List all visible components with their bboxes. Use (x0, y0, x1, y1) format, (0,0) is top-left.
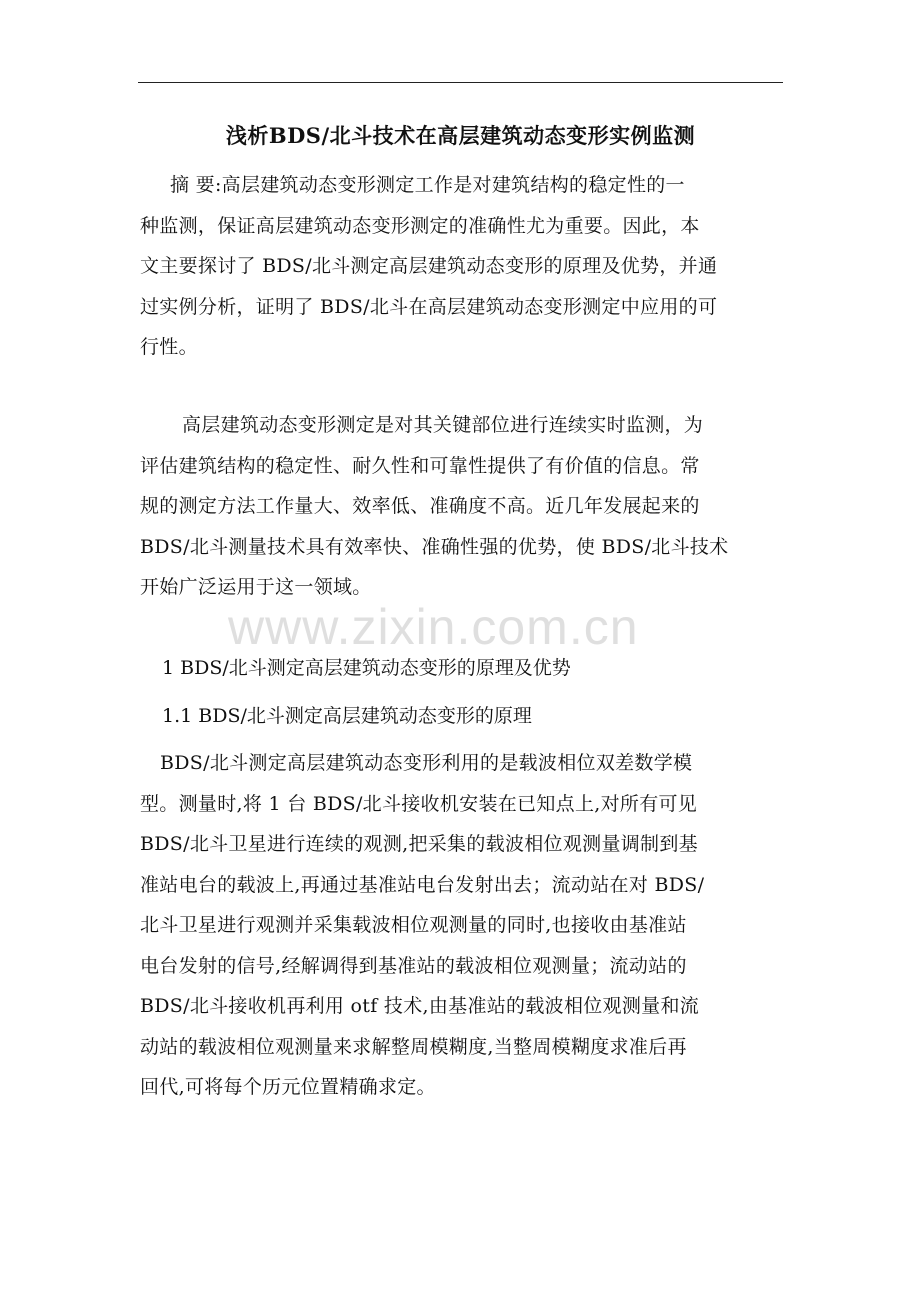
section-1-1-heading: 1.1 BDS/北斗测定高层建筑动态变形的原理 (162, 705, 532, 727)
body-line: 电台发射的信号,经解调得到基准站的载波相位观测量；流动站的 (140, 954, 687, 977)
body-line: BDS/北斗接收机再利用 otf 技术,由基准站的载波相位观测量和流 (140, 995, 700, 1017)
body-line: 回代,可将每个历元位置精确求定。 (140, 1076, 436, 1098)
abstract-line: 文主要探讨了 BDS/北斗测定高层建筑动态变形的原理及优势，并通 (140, 255, 718, 277)
body-line: 北斗卫星进行观测并采集载波相位观测量的同时,也接收由基准站 (140, 914, 687, 936)
intro-line: 高层建筑动态变形测定是对其关键部位进行连续实时监测，为 (182, 414, 704, 436)
abstract-line: 摘 要:高层建筑动态变形测定工作是对建筑结构的稳定性的一 (170, 174, 685, 196)
body-line: BDS/北斗卫星进行连续的观测,把采集的载波相位观测量调制到基 (140, 833, 698, 855)
intro-line: 评估建筑结构的稳定性、耐久性和可靠性提供了有价值的信息。常 (140, 454, 700, 477)
body-line: 动站的载波相位观测量来求解整周模糊度,当整周模糊度求准后再 (140, 1035, 687, 1058)
body-paragraph (140, 743, 780, 1108)
body-line: BDS/北斗测定高层建筑动态变形利用的是载波相位双差数学模 (160, 752, 693, 774)
section-1-heading: 1 BDS/北斗测定高层建筑动态变形的原理及优势 (162, 657, 571, 679)
body-line: 准站电台的载波上,再通过基准站电台发射出去；流动站在对 BDS/ (140, 873, 705, 896)
document-title: 浅析BDS/北斗技术在高层建筑动态变形实例监测 (225, 123, 696, 148)
intro-paragraph (140, 405, 780, 608)
abstract-line: 行性。 (140, 336, 198, 358)
abstract-line: 种监测，保证高层建筑动态变形测定的准确性尤为重要。因此，本 (140, 214, 700, 237)
body-line: 型。测量时,将 1 台 BDS/北斗接收机安装在已知点上,对所有可见 (140, 792, 698, 815)
intro-line: 开始广泛运用于这一领域。 (140, 576, 372, 598)
abstract-paragraph (140, 165, 780, 368)
abstract-line: 过实例分析，证明了 BDS/北斗在高层建筑动态变形测定中应用的可 (140, 295, 718, 318)
header-rule (138, 82, 783, 83)
intro-line: 规的测定方法工作量大、效率低、准确度不高。近几年发展起来的 (140, 495, 700, 517)
watermark: www.zixin.com.cn (228, 599, 639, 655)
intro-line: BDS/北斗测量技术具有效率快、准确性强的优势，使 BDS/北斗技术 (140, 535, 729, 558)
